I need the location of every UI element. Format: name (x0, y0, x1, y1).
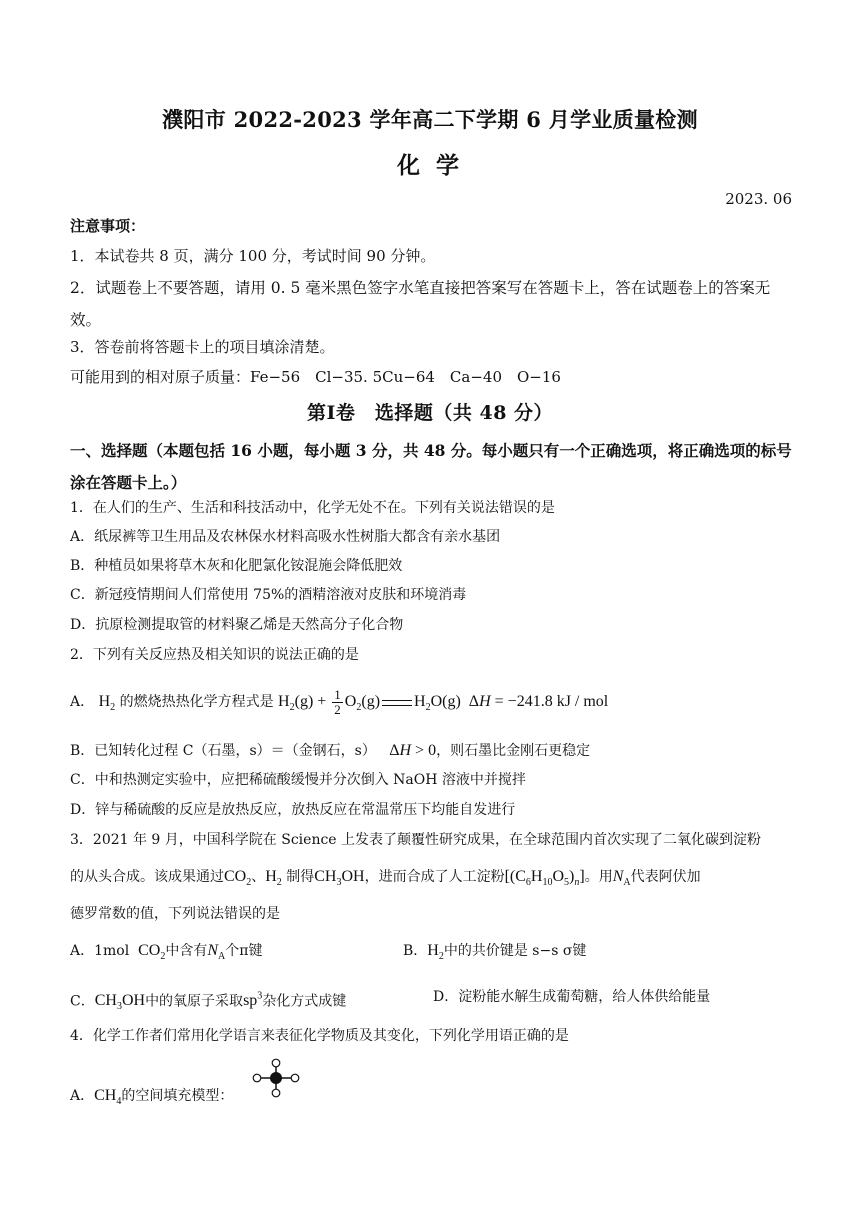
q4-stem: 4．化学工作者们常用化学语言来表征化学物质及其变化，下列化学用语正确的是 (70, 1028, 569, 1044)
exam-title: 濮阳市 2022-2023 学年高二下学期 6 月学业质量检测 (162, 107, 698, 132)
subject-title: 化 学 (396, 152, 463, 179)
q2-option-c: C．中和热测定实验中，应把稀硫酸缓慢并分次倒入 NaOH 溶液中并搅拌 (70, 772, 526, 788)
ch4-ball-stick-model (250, 1058, 302, 1098)
q2-stem: 2．下列有关反应热及相关知识的说法正确的是 (70, 647, 359, 663)
delta-h-positive: ΔH > 0 (389, 742, 437, 759)
q1-stem: 1．在人们的生产、生活和科技活动中，化学无处不在。下列有关说法错误的是 (70, 500, 555, 516)
q1-option-c: C．新冠疫情期间人们常使用 75%的酒精溶液对皮肤和环境消毒 (70, 587, 467, 603)
q3-option-b: B．$H_2$中的共价键是 s−s σ键 (403, 942, 587, 963)
q1-option-b: B．种植员如果将草木灰和化肥氯化铵混施会降低肥效 (70, 558, 403, 574)
q3-stem-line3: 德罗常数的值，下列说法错误的是 (70, 906, 280, 922)
q3-stem-line2: 的从头合成。该成果通过$CO_2$、$H_2$ 制得$CH_3OH$，进而合成了人工淀粉$[(C_6H_{10}O_5)_n]$。用$N_A$代表阿伏加 (70, 868, 701, 889)
q2-option-a: A． $H_2$ 的燃烧热热化学方程式是 $H_2(g)$ + $\frac{1}{2}$ $O_2(g)$ $H_2O(g) \Delta H = -241.8$ kJ / mol (70, 687, 609, 717)
note-1: 1．本试卷共 8 页，满分 100 分，考试时间 90 分钟。 (70, 247, 436, 265)
q1-option-d: D．抗原检测提取管的材料聚乙烯是天然高分子化合物 (70, 617, 404, 633)
section-intro: 一、选择题（本题包括 16 小题，每小题 3 分，共 48 分。每小题只有一个正确选项，将正确选项的标号涂在答题卡上。） (70, 441, 792, 492)
h2-formula: $H_2$ (98, 693, 116, 714)
q2-option-d: D．锌与稀硫酸的反应是放热反应，放热反应在常温常压下均能自发进行 (70, 802, 516, 818)
q3-option-a: A．1mol $CO_2$中含有$N_A$个π键 (70, 942, 263, 963)
note-3: 3．答卷前将答题卡上的项目填涂清楚。 (70, 338, 335, 356)
section-title: 第Ⅰ卷 选择题（共 48 分） (306, 402, 554, 424)
thermochemical-equation: $H_2(g)$ + $\frac{1}{2}$ $O_2(g)$ $H_2O(g) \Delta H = -241.8$ kJ / mol (278, 687, 609, 717)
q2-option-b: B．已知转化过程 C（石墨，s）＝（金钢石，s） ΔH > 0，则石墨比金刚石更稳定 (70, 742, 591, 759)
q3-option-d: D．淀粉能水解生成葡萄糖，给人体供给能量 (433, 989, 711, 1005)
note-2: 2．试题卷上不要答题，请用 0. 5 毫米黑色签字水笔直接把答案写在答题卡上，答在试题卷上的答案无效。 (70, 279, 771, 329)
q1-option-a: A．纸尿裤等卫生用品及农林保水材料高吸水性树脂大都含有亲水基团 (70, 529, 501, 545)
atomic-mass-line: 可能用到的相对原子质量：Fe−56 Cl−35. 5Cu−64 Ca−40 O−16 (70, 368, 561, 386)
q3-option-c: C．$CH_3OH$中的氧原子采取$sp^3$杂化方式成键 (70, 991, 347, 1013)
q4-option-a: A．$CH_4$的空间填充模型： (70, 1087, 234, 1108)
notes-heading: 注意事项： (70, 217, 146, 235)
q3-stem-line1: 3．2021 年 9 月，中国科学院在 Science 上发表了颠覆性研究成果，在全球范围内首次实现了二氧化碳到淀粉 (70, 832, 762, 848)
exam-date: 2023. 06 (725, 190, 792, 208)
